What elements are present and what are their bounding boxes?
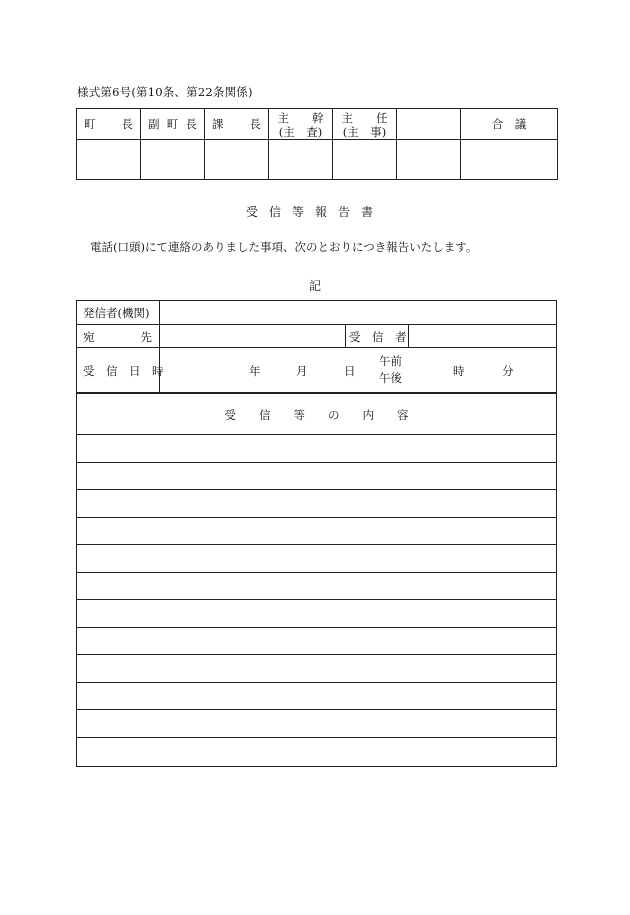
receiver-field[interactable] [414, 328, 552, 344]
stamp-box-blank[interactable] [397, 140, 461, 180]
stamp-box-consultation[interactable] [461, 140, 558, 180]
approval-label-deputy-mayor: 副 町 長 [141, 109, 205, 140]
content-line[interactable] [77, 683, 556, 710]
destination-field[interactable] [165, 328, 340, 344]
content-header-row [77, 394, 556, 435]
document-title: 受信等報告書 [245, 205, 384, 219]
approval-label-mayor: 町 長 [77, 109, 141, 140]
year-unit: 年 [249, 364, 261, 378]
approval-label-blank [397, 109, 461, 140]
content-line[interactable] [77, 545, 556, 573]
content-line[interactable] [77, 738, 556, 766]
content-line[interactable] [77, 518, 556, 545]
am-label[interactable]: 午前 [379, 354, 402, 368]
stamp-box-deputy-mayor[interactable] [141, 140, 205, 180]
content-line[interactable] [77, 655, 556, 683]
intro-text: 電話(口頭)にて連絡のありました事項、次のとおりにつき報告いたします。 [90, 240, 478, 254]
month-unit: 月 [296, 364, 308, 378]
content-line[interactable] [77, 490, 556, 518]
stamp-box-senior-staff[interactable] [333, 140, 397, 180]
content-header: 受 信 等 の 内 容 [224, 408, 409, 422]
pm-label[interactable]: 午後 [379, 371, 402, 385]
content-line[interactable] [77, 463, 556, 490]
report-table [76, 300, 557, 767]
stamp-box-chief-officer[interactable] [269, 140, 333, 180]
content-line[interactable] [77, 600, 556, 628]
minute-unit: 分 [502, 364, 514, 378]
sender-label: 発信者(機関) [83, 306, 150, 320]
datetime-row [77, 348, 556, 394]
approval-label-chief-officer: 主 幹 (主 査) [269, 109, 333, 140]
stamp-box-section-chief[interactable] [205, 140, 269, 180]
approval-stamp-table [76, 108, 558, 180]
sender-field[interactable] [165, 305, 552, 321]
stamp-box-mayor[interactable] [77, 140, 141, 180]
destination-label: 宛 先 [83, 330, 152, 344]
ki-heading: 記 [308, 279, 321, 293]
approval-label-senior-staff: 主 任 (主 事) [333, 109, 397, 140]
content-line[interactable] [77, 628, 556, 655]
content-line[interactable] [77, 573, 556, 600]
receiver-label: 受 信 者 [349, 330, 407, 344]
approval-label-section-chief: 課 長 [205, 109, 269, 140]
form-number-label: 様式第6号(第10条、第22条関係) [77, 85, 253, 99]
hour-unit: 時 [453, 364, 465, 378]
sender-row [77, 301, 556, 325]
destination-row [77, 325, 556, 348]
content-line[interactable] [77, 710, 556, 738]
approval-label-consultation: 合 議 [461, 109, 558, 140]
content-line[interactable] [77, 435, 556, 463]
day-unit: 日 [344, 364, 356, 378]
datetime-label: 受 信 日 時 [83, 364, 164, 378]
